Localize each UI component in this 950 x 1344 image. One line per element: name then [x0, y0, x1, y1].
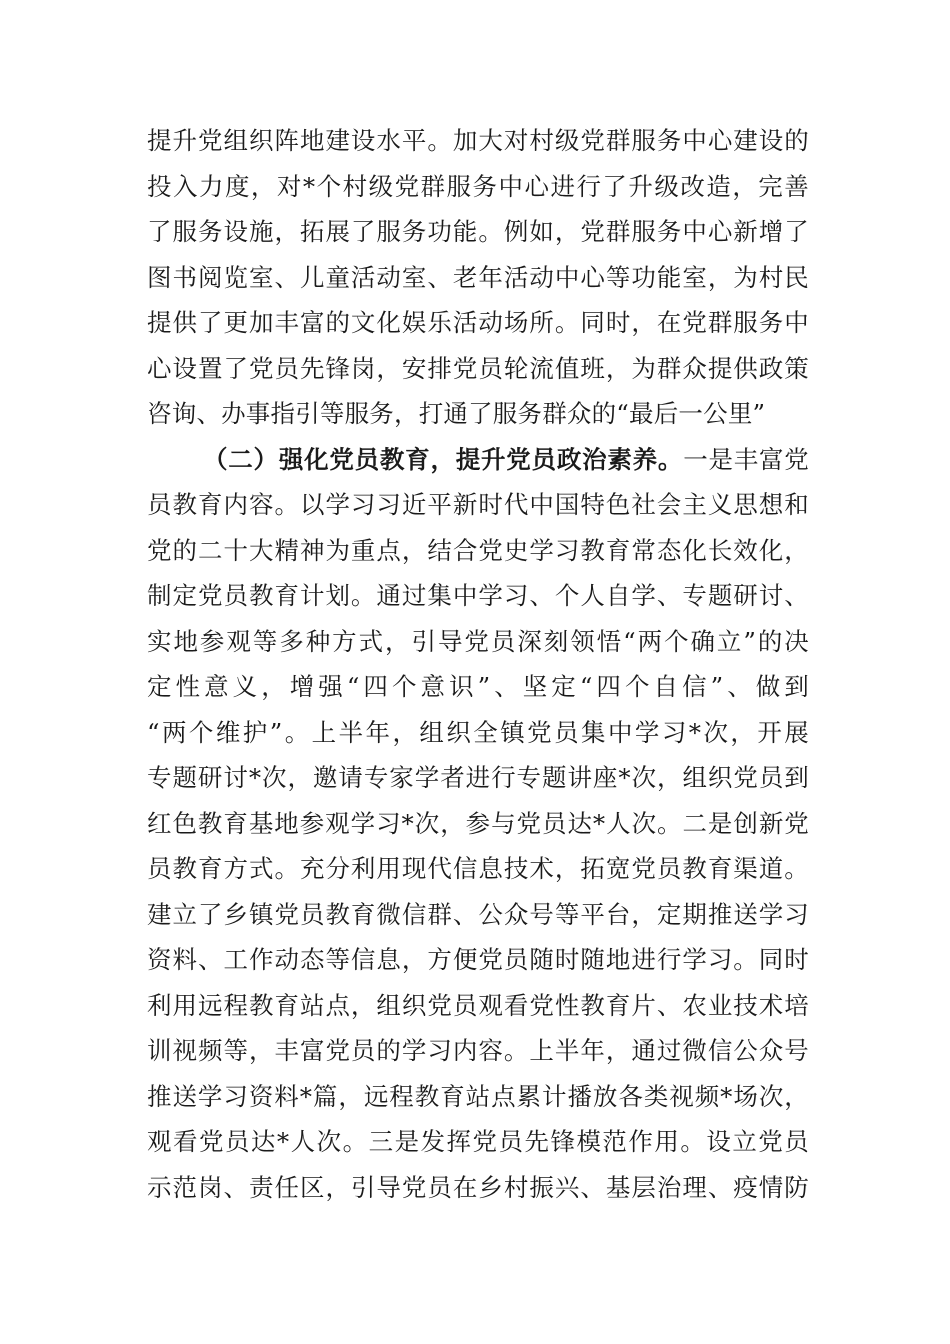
text-line: 实地参观等多种方式，引导党员深刻领悟“两个确立”的决	[147, 626, 809, 656]
text-line: 党的二十大精神为重点，结合党史学习教育常态化长效化，	[147, 535, 809, 565]
text-line: 资料、工作动态等信息，方便党员随时随地进行学习。同时	[147, 945, 809, 974]
text-line: 提升党组织阵地建设水平。加大对村级党群服务中心建设的	[147, 126, 809, 155]
text-line: 观看党员达*人次。三是发挥党员先锋模范作用。设立党员	[147, 1127, 809, 1156]
text-line: 员教育内容。以学习习近平新时代中国特色社会主义思想和	[147, 490, 809, 519]
text-line: 定性意义，增强“四个意识”、坚定“四个自信”、做到	[147, 672, 809, 701]
text-line: 图书阅览室、儿童活动室、老年活动中心等功能室，为村民	[147, 262, 809, 292]
text-line: 制定党员教育计划。通过集中学习、个人自学、专题研讨、	[147, 581, 809, 610]
text-fragment: 一是丰富党	[683, 444, 809, 474]
text-line: 心设置了党员先锋岗，安排党员轮流值班，为群众提供政策	[147, 353, 809, 383]
text-line: 推送学习资料*篇，远程教育站点累计播放各类视频*场次，	[147, 1081, 809, 1111]
text-line: 专题研讨*次，邀请专家学者进行专题讲座*次，组织党员到	[147, 763, 809, 792]
section-heading: （二）强化党员教育，提升党员政治素养。	[203, 444, 684, 474]
text-line: 提供了更加丰富的文化娱乐活动场所。同时，在党群服务中	[147, 308, 809, 337]
text-line: 投入力度，对*个村级党群服务中心进行了升级改造，完善	[147, 171, 809, 201]
text-line: 示范岗、责任区，引导党员在乡村振兴、基层治理、疫情防	[147, 1172, 809, 1202]
text-line: 员教育方式。充分利用现代信息技术，拓宽党员教育渠道。	[147, 854, 809, 883]
text-line: 训视频等，丰富党员的学习内容。上半年，通过微信公众号	[147, 1036, 809, 1065]
section-heading-line	[147, 437, 809, 483]
text-line: 红色教育基地参观学习*次，参与党员达*人次。二是创新党	[147, 808, 809, 838]
text-line: “两个维护”。上半年，组织全镇党员集中学习*次，开展	[147, 717, 809, 747]
text-line: 利用远程教育站点，组织党员观看党性教育片、农业技术培	[147, 990, 809, 1020]
text-line: 咨询、办事指引等服务，打通了服务群众的“最后一公里”	[147, 399, 766, 428]
text-line: 建立了乡镇党员教育微信群、公众号等平台，定期推送学习	[147, 899, 809, 929]
text-line: 了服务设施，拓展了服务功能。例如，党群服务中心新增了	[147, 217, 809, 246]
body-text	[147, 118, 809, 1210]
